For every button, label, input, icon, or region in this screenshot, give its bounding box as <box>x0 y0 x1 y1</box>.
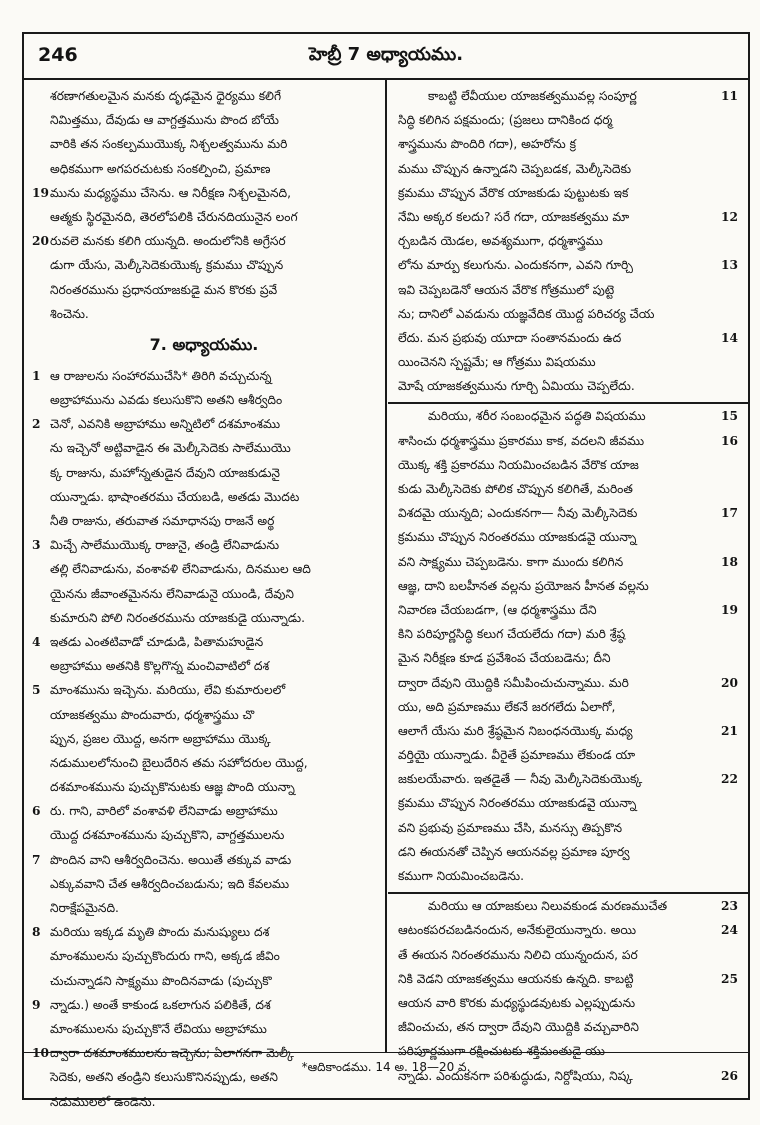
text-line <box>398 205 738 229</box>
verse-number: 25 <box>719 967 738 991</box>
verse-number: 21 <box>719 719 738 743</box>
text-line <box>398 943 738 967</box>
text-line <box>32 654 376 678</box>
running-title: హెబ్రీ 7 అధ్యాయము. <box>308 44 464 65</box>
line-text: క్రమము చొప్పున నిరంతరము యాజకుడవై యున్నా <box>398 796 637 811</box>
line-text: అబ్రాహామును ఎవడు కలుసుకొని అతని ఆశీర్వదిం <box>50 393 283 408</box>
page-header <box>24 34 748 80</box>
verse-number: 10 <box>32 1046 49 1061</box>
line-text: యున్నాడు. భాషాంతరము చేయబడి, అతడు మొదట <box>50 489 300 504</box>
verse-number: 8 <box>32 925 41 940</box>
line-text: మాంశమును ఇచ్చెను. మరియు, లేవి కుమారులలో <box>50 683 286 698</box>
line-text: మరియు, శరీర సంబంధమైన పద్ధతి విషయము <box>428 409 646 424</box>
line-text: అధికముగా అగపరచుటకు సంకల్పించి, ప్రమాణ <box>50 161 271 176</box>
line-text: ఆ రాజులను సంహారముచేసి* తిరిగి వచ్చుచున్న <box>50 368 272 383</box>
page-number: 246 <box>38 44 78 66</box>
line-text: సెదెకు, అతని తండ్రిని కలుసుకొనినప్పుడు, అతని <box>50 1070 278 1085</box>
line-text: వని సాక్ష్యము చెప్పబడెను. కాగా ముందు కలిగిన <box>398 554 624 569</box>
line-text: దశమాంశమును పుచ్చుకొనుటకు ఆజ్ఞ పొంది యున్నా <box>50 780 295 795</box>
line-text: నడుములలోనుంచి బైలుదేరిన తమ సహోదరుల యొద్ద, <box>50 755 308 770</box>
chapter6-continuation <box>32 84 376 326</box>
text-line <box>398 991 738 1015</box>
line-text: నివారణ చేయబడగా, (ఆ ధర్మశాస్త్రము దేని <box>398 602 597 617</box>
line-text: మాంశములను పుచ్చుకొనే లేవియు అబ్రాహాము <box>50 1021 267 1036</box>
line-text: ఆత్మకు స్థిరమైనది, తెరలోపలికి చేరునదియునైన లంగ <box>50 209 298 224</box>
verse-number: 24 <box>719 918 738 942</box>
line-text: పొందిన వాని ఆశీర్వదించెను. అయితే తక్కువ వాడు <box>50 852 292 867</box>
line-text: శించెను. <box>50 306 89 321</box>
line-text: రు. గాని, వారిలో వంశావళి లేనివాడు అబ్రాహాము <box>50 804 278 819</box>
line-text: చెనో, ఎవనికి అబ్రాహాము అన్నిటిలో దశమాంశము <box>50 417 281 432</box>
text-line <box>32 1090 376 1114</box>
verse-number: 4 <box>32 634 41 649</box>
line-text: డుగా యేసు, మెల్కీసెదెకుయొక్క క్రమము చొప్పున <box>50 258 284 273</box>
text-line <box>32 751 376 775</box>
text-line <box>32 872 376 896</box>
text-line <box>32 606 376 630</box>
verse-number: 18 <box>719 550 738 574</box>
text-line <box>398 574 738 598</box>
verse-number: 1 <box>32 368 41 383</box>
text-line <box>32 703 376 727</box>
text-line <box>398 302 738 326</box>
verse-number: 26 <box>719 1064 738 1088</box>
line-text: క్క రాజును, మహోన్నతుడైన దేవుని యాజకుడునై <box>50 465 280 480</box>
text-line <box>32 727 376 751</box>
verse-number: 17 <box>719 501 738 525</box>
line-text: మరియు ఇక్కడ మృతి పొందు మనుష్యులు దశ <box>50 925 270 940</box>
line-text: మాంశములను పుచ్చుకొందురు గాని, అక్కడ జీవిం <box>50 949 280 964</box>
verse-number: 12 <box>719 205 738 229</box>
line-text: ఎక్కువవాని చేత ఆశీర్వదించబడును; ఇది కేవలము <box>50 876 290 891</box>
text-line <box>398 477 738 501</box>
text-line <box>398 501 738 525</box>
line-text: ఆయన వారి కొరకు మధ్యస్థుడవుటకు ఎల్లప్పుడును <box>398 995 636 1010</box>
text-line <box>32 302 376 326</box>
line-text: నేమి అక్కర కలదు? సరే గదా, యాజకత్వము మా <box>398 209 630 224</box>
text-line <box>398 743 738 767</box>
verse-number: 11 <box>719 84 738 108</box>
text-line <box>32 509 376 533</box>
text-line <box>32 533 376 557</box>
text-line <box>398 598 738 622</box>
line-text: మైన నిరీక్షణ కూడ ప్రవేశింప చేయబడెను; దీని <box>398 651 611 666</box>
line-text: నిమిత్తము, దేవుడు ఆ వాగ్దత్తమును పొంద బోయే <box>50 113 279 128</box>
text-line <box>398 646 738 670</box>
verse-number: 6 <box>32 804 41 819</box>
text-line <box>32 969 376 993</box>
text-line <box>32 557 376 581</box>
text-line <box>398 894 738 918</box>
line-text: ర్చబడిన యెడల, అవశ్యముగా, ధర్మశాస్త్రము <box>398 234 603 249</box>
text-line <box>32 630 376 654</box>
text-line <box>32 132 376 156</box>
text-line <box>398 404 738 428</box>
scripture-page <box>22 32 750 1109</box>
verse-number: 20 <box>32 234 49 249</box>
text-line <box>398 453 738 477</box>
line-text: రువలె మనకు కలిగి యున్నది. అందులోనికి అగ్రేసర <box>50 234 286 249</box>
text-line <box>32 253 376 277</box>
line-text: ఆజ్ఞ, దాని బలహీనత వల్లను ప్రయోజన హీనత వల్లను <box>398 578 649 593</box>
line-text: మిచ్చే సాలేముయొక్క రాజునై, తండ్రి లేనివాడును <box>50 538 280 553</box>
line-text: శాసించు ధర్మశాస్త్రము ప్రకారము కాక, వదలని జీవము <box>398 433 645 448</box>
verse-number: 3 <box>32 538 41 553</box>
line-text: ఆటంకపరచబడినందున, అనేకులైయున్నారు. అయి <box>398 923 637 938</box>
line-text: కుడు మెల్కీసెదెకు పోలిక చొప్పున కలిగితే, మరింత <box>398 482 633 496</box>
line-text: నీతి రాజును, తరువాత సమాధానపు రాజనే అర్థ <box>50 514 275 528</box>
line-text: ఆలాగే యేసు మరి శ్రేష్ఠమైన నిబంధనయొక్క మధ్య <box>398 723 633 738</box>
text-line <box>398 695 738 719</box>
verse-number: 14 <box>719 326 738 350</box>
line-text: యు, అది ప్రమాణము లేకనే జరగలేదు ఏలాగో, <box>398 699 616 714</box>
verse-number: 13 <box>719 253 738 277</box>
line-text: మరియు ఆ యాజకులు నిలువకుండ మరణముచేత <box>428 899 668 914</box>
line-text: శరణాగతులమైన మనకు దృఢమైన ధైర్యము కలిగే <box>50 89 282 103</box>
chapter7-verses <box>32 364 376 1114</box>
line-text: శాస్త్రమును పొందిరి గదా), అహరోను క్ర <box>398 137 576 152</box>
column-divider <box>385 80 387 1052</box>
line-text: న్నాడు.) అంతే కాకుండ ఒకలాగున పలికితే, దశ <box>50 997 271 1012</box>
text-line <box>32 229 376 253</box>
footnote-rule <box>24 1052 748 1053</box>
line-text: ప్పున, ప్రజల యొద్ద, అనగా అబ్రాహాము యొక్క <box>50 731 271 746</box>
line-text: తే ఈయన నిరంతరమును నిలిచి యున్నందున, పర <box>398 947 638 962</box>
line-text: ద్వారా దశమాంశములను ఇచ్చెను; ఏలాగనగా మెల్కీ <box>50 1046 294 1061</box>
text-line <box>32 678 376 702</box>
line-text: క్రమము చొప్పున వేరొక యాజకుడు పుట్టుటకు ఇక <box>398 185 629 200</box>
text-line <box>398 132 738 156</box>
line-text: మము చొప్పున ఉన్నాడని చెప్పబడక, మెల్కీసెదెకు <box>398 161 632 176</box>
line-text: విశదమై యున్నది; ఎందుకనగా— నీవు మెల్కీసెదెకు <box>398 506 638 521</box>
verse-number: 19 <box>32 185 49 200</box>
verse-number: 7 <box>32 852 41 867</box>
text-line <box>398 840 738 864</box>
line-text: అబ్రాహాము అతనికి కొల్లగొన్న మంచివాటిలో దశ <box>50 659 270 674</box>
text-line <box>398 253 738 277</box>
footnote: *ఆదికాండము. 14 అ. 18—20 వ. <box>301 1060 471 1074</box>
text-line <box>398 181 738 205</box>
line-text: న్నాడు. ఎందుకనగా పరిశుద్ధుడు, నిర్దోషియు, నిష్క <box>398 1068 633 1083</box>
text-line <box>32 799 376 823</box>
text-line <box>398 229 738 253</box>
line-text: నికి వెడని యాజకత్వము ఆయనకు ఉన్నది. కాబట్టి <box>398 971 634 986</box>
line-text: క్రమము చొప్పున నిరంతరము యాజకుడవై యున్నా <box>398 530 637 545</box>
text-line <box>32 364 376 388</box>
line-text: వర్తియై యున్నాడు. వీరైతే ప్రమాణము లేకుండ యా <box>398 748 636 763</box>
line-text: వారికి తన సంకల్పముయొక్క నిశ్చలత్వమును మరి <box>50 137 288 152</box>
text-line <box>32 278 376 302</box>
text-line <box>32 1017 376 1041</box>
verse-number: 5 <box>32 683 41 698</box>
line-text: ను; దానిలో ఎవడును యజ్ఞవేదిక యొద్ద పరిచర్య చేయ <box>398 306 655 321</box>
line-text: యైనను జీవాంతమైనను లేనివాడునై యుండి, దేవుని <box>50 586 294 601</box>
text-line <box>32 485 376 509</box>
line-text: యొక్క శక్తి ప్రకారము నియమించబడిన వేరొక యాజ <box>398 457 639 472</box>
verse-number: 23 <box>719 894 738 918</box>
line-text: ఇతడు ఎంతటివాడో చూడుడి, పితామహుడైన <box>50 634 264 649</box>
text-line <box>398 816 738 840</box>
text-line <box>32 436 376 460</box>
text-line <box>398 84 738 108</box>
line-text: కముగా నియమించబడెను. <box>398 869 524 883</box>
text-line <box>32 108 376 132</box>
line-text: నడుములలో ఉండెను. <box>50 1094 156 1109</box>
text-line <box>32 944 376 968</box>
verse-number: 16 <box>719 429 738 453</box>
line-text: మోషే యాజకత్వమును గూర్చి ఏమియు చెప్పలేదు. <box>398 379 635 394</box>
text-line <box>398 326 738 350</box>
text-line <box>398 918 738 942</box>
text-line <box>398 864 738 888</box>
text-line <box>398 622 738 646</box>
chapter-heading: 7. అధ్యాయము. <box>149 334 259 354</box>
line-text: డని ఈయనతో చెప్పిన ఆయనవల్ల ప్రమాణ పూర్వ <box>398 844 630 859</box>
text-line <box>32 848 376 872</box>
text-line <box>32 388 376 412</box>
line-text: లేదు. మన ప్రభువు యూదా సంతానమందు ఉద <box>398 330 622 345</box>
text-line <box>398 429 738 453</box>
line-text: తల్లి లేనివాడును, వంశావళి లేనివాడును, దినముల ఆది <box>50 562 311 577</box>
text-line <box>32 896 376 920</box>
line-text: పరిపూర్ణముగా రక్షించుటకు శక్తిమంతుడై యు <box>398 1044 606 1059</box>
line-text: మును మధ్యస్థము చేసెను. ఆ నిరీక్షణ నిశ్చలమైనది, <box>50 185 291 200</box>
text-line <box>32 205 376 229</box>
text-line <box>398 719 738 743</box>
text-line <box>398 550 738 574</box>
text-line <box>398 1015 738 1039</box>
left-column <box>24 80 384 1109</box>
text-line <box>32 157 376 181</box>
text-line <box>398 967 738 991</box>
line-text: జకులయేవారు. ఇతడైతే — నీవు మెల్కీసెదెకుయొక్క <box>398 772 643 787</box>
line-text: చుచున్నాడని సాక్ష్యము పొందినవాడు (పుచ్చుకొ <box>50 973 272 988</box>
text-line <box>398 671 738 695</box>
text-line <box>32 582 376 606</box>
text-line <box>32 461 376 485</box>
chapter7-verses-continued <box>398 84 738 1088</box>
verse-number: 22 <box>719 767 738 791</box>
line-text: లోను మార్పు కలుగును. ఎందుకనగా, ఎవని గూర్చి <box>398 258 633 273</box>
text-line <box>32 84 376 108</box>
text-line <box>398 374 738 398</box>
text-line <box>398 791 738 815</box>
text-line <box>32 181 376 205</box>
verse-number: 9 <box>32 997 41 1012</box>
line-text: ను ఇచ్చెనో అట్టివాడైన ఈ మెల్కీసెదెకు సాలేముయొ <box>50 441 291 456</box>
line-text: యాజకత్వము పొందువారు, ధర్మశాస్త్రము చొ <box>50 707 255 722</box>
verse-number: 19 <box>719 598 738 622</box>
line-text: యొద్ద దశమాంశమును పుచ్చుకొని, వాగ్దత్తములను <box>50 828 285 843</box>
text-line <box>32 823 376 847</box>
verse-number: 20 <box>719 671 738 695</box>
text-line <box>398 767 738 791</box>
line-text: వని ప్రభువు ప్రమాణము చేసి, మనస్సు తిప్పకొన <box>398 820 623 835</box>
text-line <box>398 157 738 181</box>
text-line <box>32 993 376 1017</box>
line-text: యించెనని స్పష్టమే; ఆ గోత్రము విషయము <box>398 355 596 370</box>
line-text: జీవించుచు, తన ద్వారా దేవుని యొద్దికి వచ్చువారిని <box>398 1020 639 1035</box>
verse-number: 15 <box>719 404 738 428</box>
text-line <box>32 412 376 436</box>
verse-number: 2 <box>32 417 41 432</box>
line-text: కుమారుని పోలి నిరంతరమును యాజకుడై యున్నాడు. <box>50 610 305 625</box>
text-line <box>32 775 376 799</box>
line-text: ద్వారా దేవుని యొద్దికి సమీపించుచున్నాము. మరి <box>398 675 629 690</box>
line-text: నిరంతరమును ప్రధానయాజకుడై మన కొరకు ప్రవే <box>50 282 278 297</box>
text-line <box>398 108 738 132</box>
line-text: ఇవి చెప్పబడెనో ఆయన వేరొక గోత్రములో పుట్టె <box>398 282 615 297</box>
line-text: కాబట్టి లేవీయుల యాజకత్వమువల్ల సంపూర్ణ <box>428 89 637 103</box>
right-column <box>388 80 744 1083</box>
line-text: కిని పరిపూర్ణసిద్ధి కలుగ చేయలేదు గదా) మరి శ్రేష్ఠ <box>398 627 626 642</box>
line-text: నిరాక్షేపమైనది. <box>50 901 119 915</box>
text-line <box>398 525 738 549</box>
text-line <box>398 278 738 302</box>
text-line <box>398 350 738 374</box>
line-text: సిద్ధి కలిగిన పక్షమందు; (ప్రజలు దానికింద ధర్మ <box>398 113 613 128</box>
text-line <box>32 920 376 944</box>
